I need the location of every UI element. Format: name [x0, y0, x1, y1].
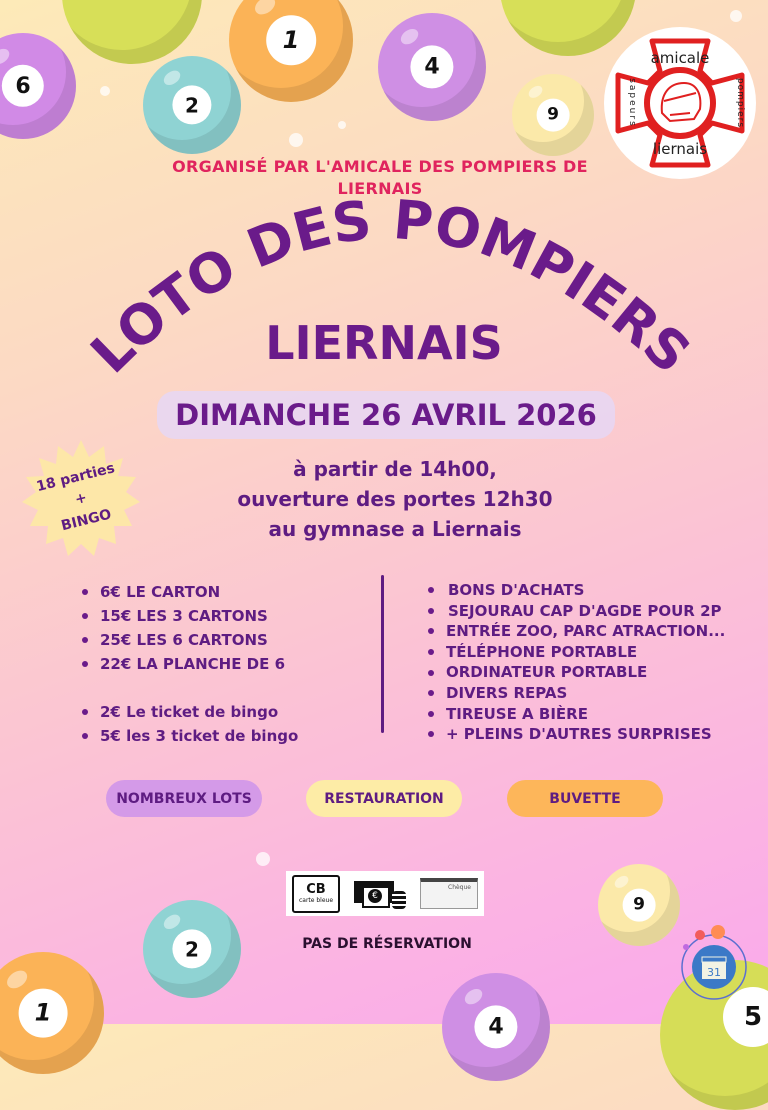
- pill-label: BUVETTE: [549, 790, 621, 807]
- time-line: au gymnase a Liernais: [268, 517, 522, 541]
- ball-number: 4: [474, 1005, 517, 1048]
- prize-item: ORDINATEUR PORTABLE: [428, 662, 725, 683]
- cb-label: carte bleue: [298, 897, 334, 904]
- prize-list: [428, 580, 725, 745]
- time-line: ouverture des portes 12h30: [237, 487, 553, 511]
- starburst-line-2: +: [73, 489, 89, 509]
- logo-right-text: pompiers: [735, 77, 745, 129]
- title-arc-text: LOTO DES POMPIERS: [78, 188, 703, 386]
- cheque-icon: [420, 878, 478, 909]
- prize-item: SEJOURAU CAP D'AGDE POUR 2P: [428, 601, 725, 622]
- logo-top-text: amicale: [650, 49, 710, 67]
- lotto-ball-9-bottom: [598, 864, 680, 946]
- calendar-icon: [678, 925, 758, 1005]
- price-item: 5€ les 3 ticket de bingo: [82, 724, 298, 748]
- date-banner: [157, 391, 615, 439]
- price-item: 2€ Le ticket de bingo: [82, 700, 298, 724]
- ball-number: 1: [19, 989, 68, 1038]
- ball-number: 1: [266, 15, 316, 65]
- ball-number: 5: [723, 987, 768, 1047]
- logo-bottom-text: liernais: [652, 140, 708, 158]
- column-divider: [381, 575, 384, 733]
- ball-number: 9: [537, 99, 570, 132]
- pill-label: NOMBREUX LOTS: [116, 790, 252, 807]
- price-item: 6€ LE CARTON: [82, 580, 298, 604]
- calendar-day: 31: [707, 966, 721, 979]
- price-item: 22€ LA PLANCHE DE 6: [82, 652, 298, 676]
- organiser-text: ORGANISÉ PAR L'AMICALE DES POMPIERS DE LIERNAIS: [172, 157, 588, 198]
- lotto-ball-4-bottom: [442, 973, 550, 1081]
- no-reservation-text: PAS DE RÉSERVATION: [302, 936, 472, 952]
- prize-item: + PLEINS D'AUTRES SURPRISES: [428, 724, 725, 745]
- calendar-badge: [678, 925, 758, 1005]
- pill-restauration: [306, 780, 462, 817]
- starburst-line-3: BINGO: [59, 506, 114, 535]
- prize-item: DIVERS REPAS: [428, 683, 725, 704]
- ball-number: 6: [2, 65, 44, 107]
- date-text: DIMANCHE 26 AVRIL 2026: [175, 398, 597, 432]
- starburst-line-1: 18 parties: [34, 460, 117, 496]
- cheque-label: Chèque: [448, 884, 471, 891]
- town-title: LIERNAIS: [265, 316, 503, 370]
- ball-number: 9: [623, 889, 656, 922]
- lotto-ball-1-bottom: [0, 952, 104, 1074]
- prize-item: BONS D'ACHATS: [428, 580, 725, 601]
- price-list: [82, 580, 298, 748]
- pill-label: RESTAURATION: [324, 790, 444, 807]
- prize-item: TIREUSE A BIÈRE: [428, 704, 725, 725]
- payment-methods: [286, 871, 484, 916]
- ball-number: 4: [410, 45, 453, 88]
- prize-item: ENTRÉE ZOO, PARC ATRACTION...: [428, 621, 725, 642]
- price-item: 15€ LES 3 CARTONS: [82, 604, 298, 628]
- logo-left-text: sapeurs: [627, 78, 637, 128]
- price-item: 25€ LES 6 CARTONS: [82, 628, 298, 652]
- prize-item: TÉLÉPHONE PORTABLE: [428, 642, 725, 663]
- lotto-ball-2-bottom: [143, 900, 241, 998]
- cash-icon: €: [352, 877, 408, 911]
- sparkle: [256, 852, 270, 866]
- event-times: [200, 454, 590, 544]
- pill-buvette: [507, 780, 663, 817]
- pill-nombreux-lots: [106, 780, 262, 817]
- ball-number: 2: [172, 929, 211, 968]
- time-line: à partir de 14h00,: [293, 457, 497, 481]
- carte-bleue-icon: CB carte bleue: [292, 875, 340, 913]
- ball-number: 2: [172, 85, 211, 124]
